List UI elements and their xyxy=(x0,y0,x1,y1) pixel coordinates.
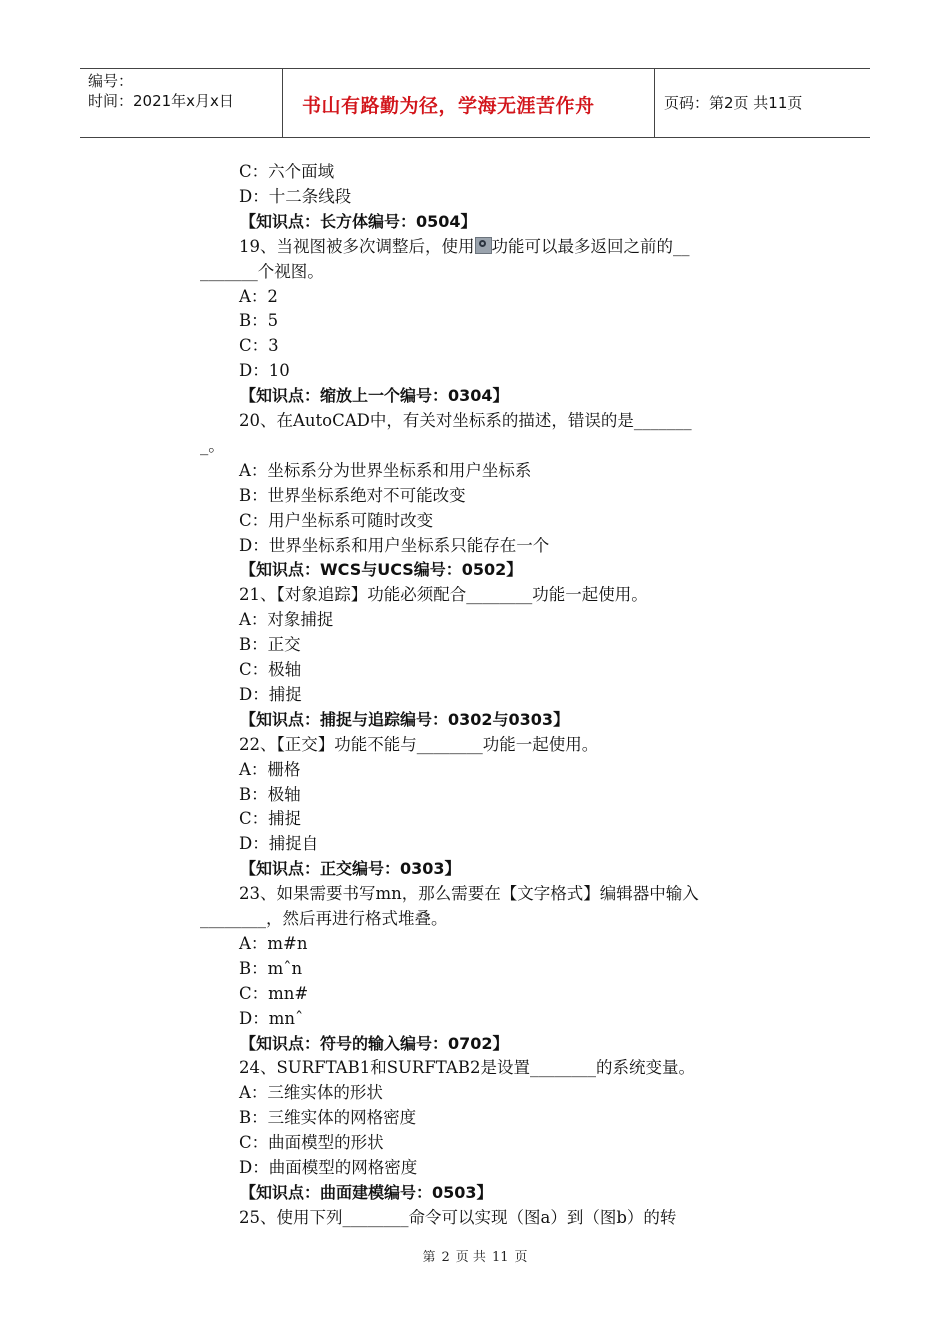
answer-option xyxy=(239,1155,417,1180)
line-text-after-icon: 功能可以最多返回之前的__ xyxy=(491,236,690,256)
line-text: 22、【正交】功能不能与________功能一起使用。 xyxy=(239,734,599,754)
question-text xyxy=(239,1205,676,1230)
line-text: _______个视图。 xyxy=(200,261,324,281)
time-label: 时间：2021年x月x日 xyxy=(88,92,234,110)
line-text: C：3 xyxy=(239,336,279,356)
line-text: 【知识点：捕捉与追踪编号：0302与0303】 xyxy=(240,709,570,729)
line-text: C：用户坐标系可随时改变 xyxy=(239,510,434,530)
answer-option xyxy=(239,607,333,632)
answer-option xyxy=(239,782,301,807)
question-text xyxy=(239,1055,695,1080)
line-text: _。 xyxy=(200,435,225,455)
line-text: D：捕捉 xyxy=(239,684,302,704)
line-text: 【知识点：长方体编号：0504】 xyxy=(240,211,477,231)
knowledge-point xyxy=(240,1180,493,1205)
line-text: C：六个面域 xyxy=(239,162,335,181)
page-header xyxy=(80,68,870,138)
page-footer xyxy=(0,1246,950,1265)
footer-suffix: 页 xyxy=(514,1250,528,1265)
footer-current-page: 2 xyxy=(441,1250,450,1265)
answer-option xyxy=(239,1105,416,1130)
line-text: B：5 xyxy=(239,311,279,331)
line-text: B：极轴 xyxy=(239,784,301,804)
answer-option xyxy=(239,533,549,558)
line-text: B：mˆn xyxy=(239,958,303,978)
line-text: A：m#n xyxy=(239,933,308,953)
line-text: A：三维实体的形状 xyxy=(239,1083,383,1103)
answer-option xyxy=(239,1130,384,1155)
line-text: 23、如果需要书写mn，那么需要在【文字格式】编辑器中输入 xyxy=(239,884,699,904)
question-text xyxy=(239,881,699,906)
question-text xyxy=(239,582,648,607)
answer-option xyxy=(239,458,531,483)
serial-label: 编号： xyxy=(88,72,134,90)
question-text xyxy=(239,408,692,433)
question-text xyxy=(239,234,690,259)
line-text: B：正交 xyxy=(239,635,301,655)
answer-option xyxy=(239,806,301,831)
answer-option xyxy=(239,358,290,383)
line-text: 24、SURFTAB1和SURFTAB2是设置________的系统变量。 xyxy=(239,1058,695,1078)
line-text: A：栅格 xyxy=(239,759,301,779)
line-text: B：三维实体的网格密度 xyxy=(239,1108,417,1128)
footer-mid: 页 共 xyxy=(455,1250,486,1265)
motto: 书山有路勤为径，学海无涯苦作舟 xyxy=(302,95,595,117)
line-text: A：2 xyxy=(239,286,278,306)
question-continuation xyxy=(200,433,225,458)
header-page-cell xyxy=(654,69,870,137)
line-text: C：曲面模型的形状 xyxy=(239,1133,384,1153)
question-continuation xyxy=(200,259,324,284)
answer-option xyxy=(239,632,301,657)
line-text: 【知识点：曲面建模编号：0503】 xyxy=(240,1182,493,1202)
line-text: C：极轴 xyxy=(239,660,302,679)
line-text: C：捕捉 xyxy=(239,809,302,829)
answer-option xyxy=(239,831,318,856)
answer-option xyxy=(239,508,433,533)
answer-option xyxy=(239,159,334,184)
line-text: A：坐标系分为世界坐标系和用户坐标系 xyxy=(239,460,532,480)
header-meta-cell xyxy=(80,69,283,137)
line-text: D：捕捉自 xyxy=(239,834,319,854)
line-text: 【知识点：正交编号：0303】 xyxy=(240,859,461,879)
line-text: B：世界坐标系绝对不可能改变 xyxy=(239,485,466,505)
footer-total-pages: 11 xyxy=(491,1250,509,1265)
answer-option xyxy=(239,682,302,707)
answer-option xyxy=(239,956,302,981)
line-text: 【知识点：符号的输入编号：0702】 xyxy=(240,1033,509,1053)
answer-option xyxy=(239,757,300,782)
knowledge-point xyxy=(240,557,522,582)
line-text: D：10 xyxy=(239,361,290,381)
line-text: 25、使用下列________命令可以实现（图a）到（图b）的转 xyxy=(239,1207,677,1227)
line-text: ________，然后再进行格式堆叠。 xyxy=(200,909,448,928)
answer-option xyxy=(239,483,466,508)
answer-option xyxy=(239,657,301,682)
answer-option xyxy=(239,284,278,309)
answer-option xyxy=(239,333,279,358)
knowledge-point xyxy=(240,383,509,408)
question-text xyxy=(239,732,598,757)
page-info: 页码：第2页 共11页 xyxy=(664,94,803,112)
line-text: 【知识点：缩放上一个编号：0304】 xyxy=(240,386,509,406)
answer-option xyxy=(239,1006,303,1031)
line-text: D：世界坐标系和用户坐标系只能存在一个 xyxy=(239,535,550,555)
line-text: D：mnˆ xyxy=(239,1008,304,1028)
question-continuation xyxy=(200,906,448,931)
answer-option xyxy=(239,184,351,209)
answer-option xyxy=(239,931,308,956)
zoom-previous-icon xyxy=(475,237,492,254)
answer-option xyxy=(239,981,308,1006)
knowledge-point xyxy=(240,1031,509,1056)
answer-option xyxy=(239,1080,383,1105)
line-text: D：十二条线段 xyxy=(239,186,352,206)
knowledge-point xyxy=(240,856,461,881)
line-text: 19、当视图被多次调整后，使用 xyxy=(239,236,475,256)
line-text: 【知识点：WCS与UCS编号：0502】 xyxy=(240,560,523,580)
knowledge-point xyxy=(240,209,477,234)
line-text: C：mn# xyxy=(239,983,309,1003)
header-motto-cell xyxy=(282,69,655,137)
line-text: 21、【对象追踪】功能必须配合________功能一起使用。 xyxy=(239,585,648,605)
footer-prefix: 第 xyxy=(422,1250,436,1265)
knowledge-point xyxy=(240,707,569,732)
line-text: A：对象捕捉 xyxy=(239,610,334,630)
answer-option xyxy=(239,308,278,333)
line-text: D：曲面模型的网格密度 xyxy=(239,1158,418,1177)
line-text: 20、在AutoCAD中，有关对坐标系的描述，错误的是_______ xyxy=(239,411,692,430)
